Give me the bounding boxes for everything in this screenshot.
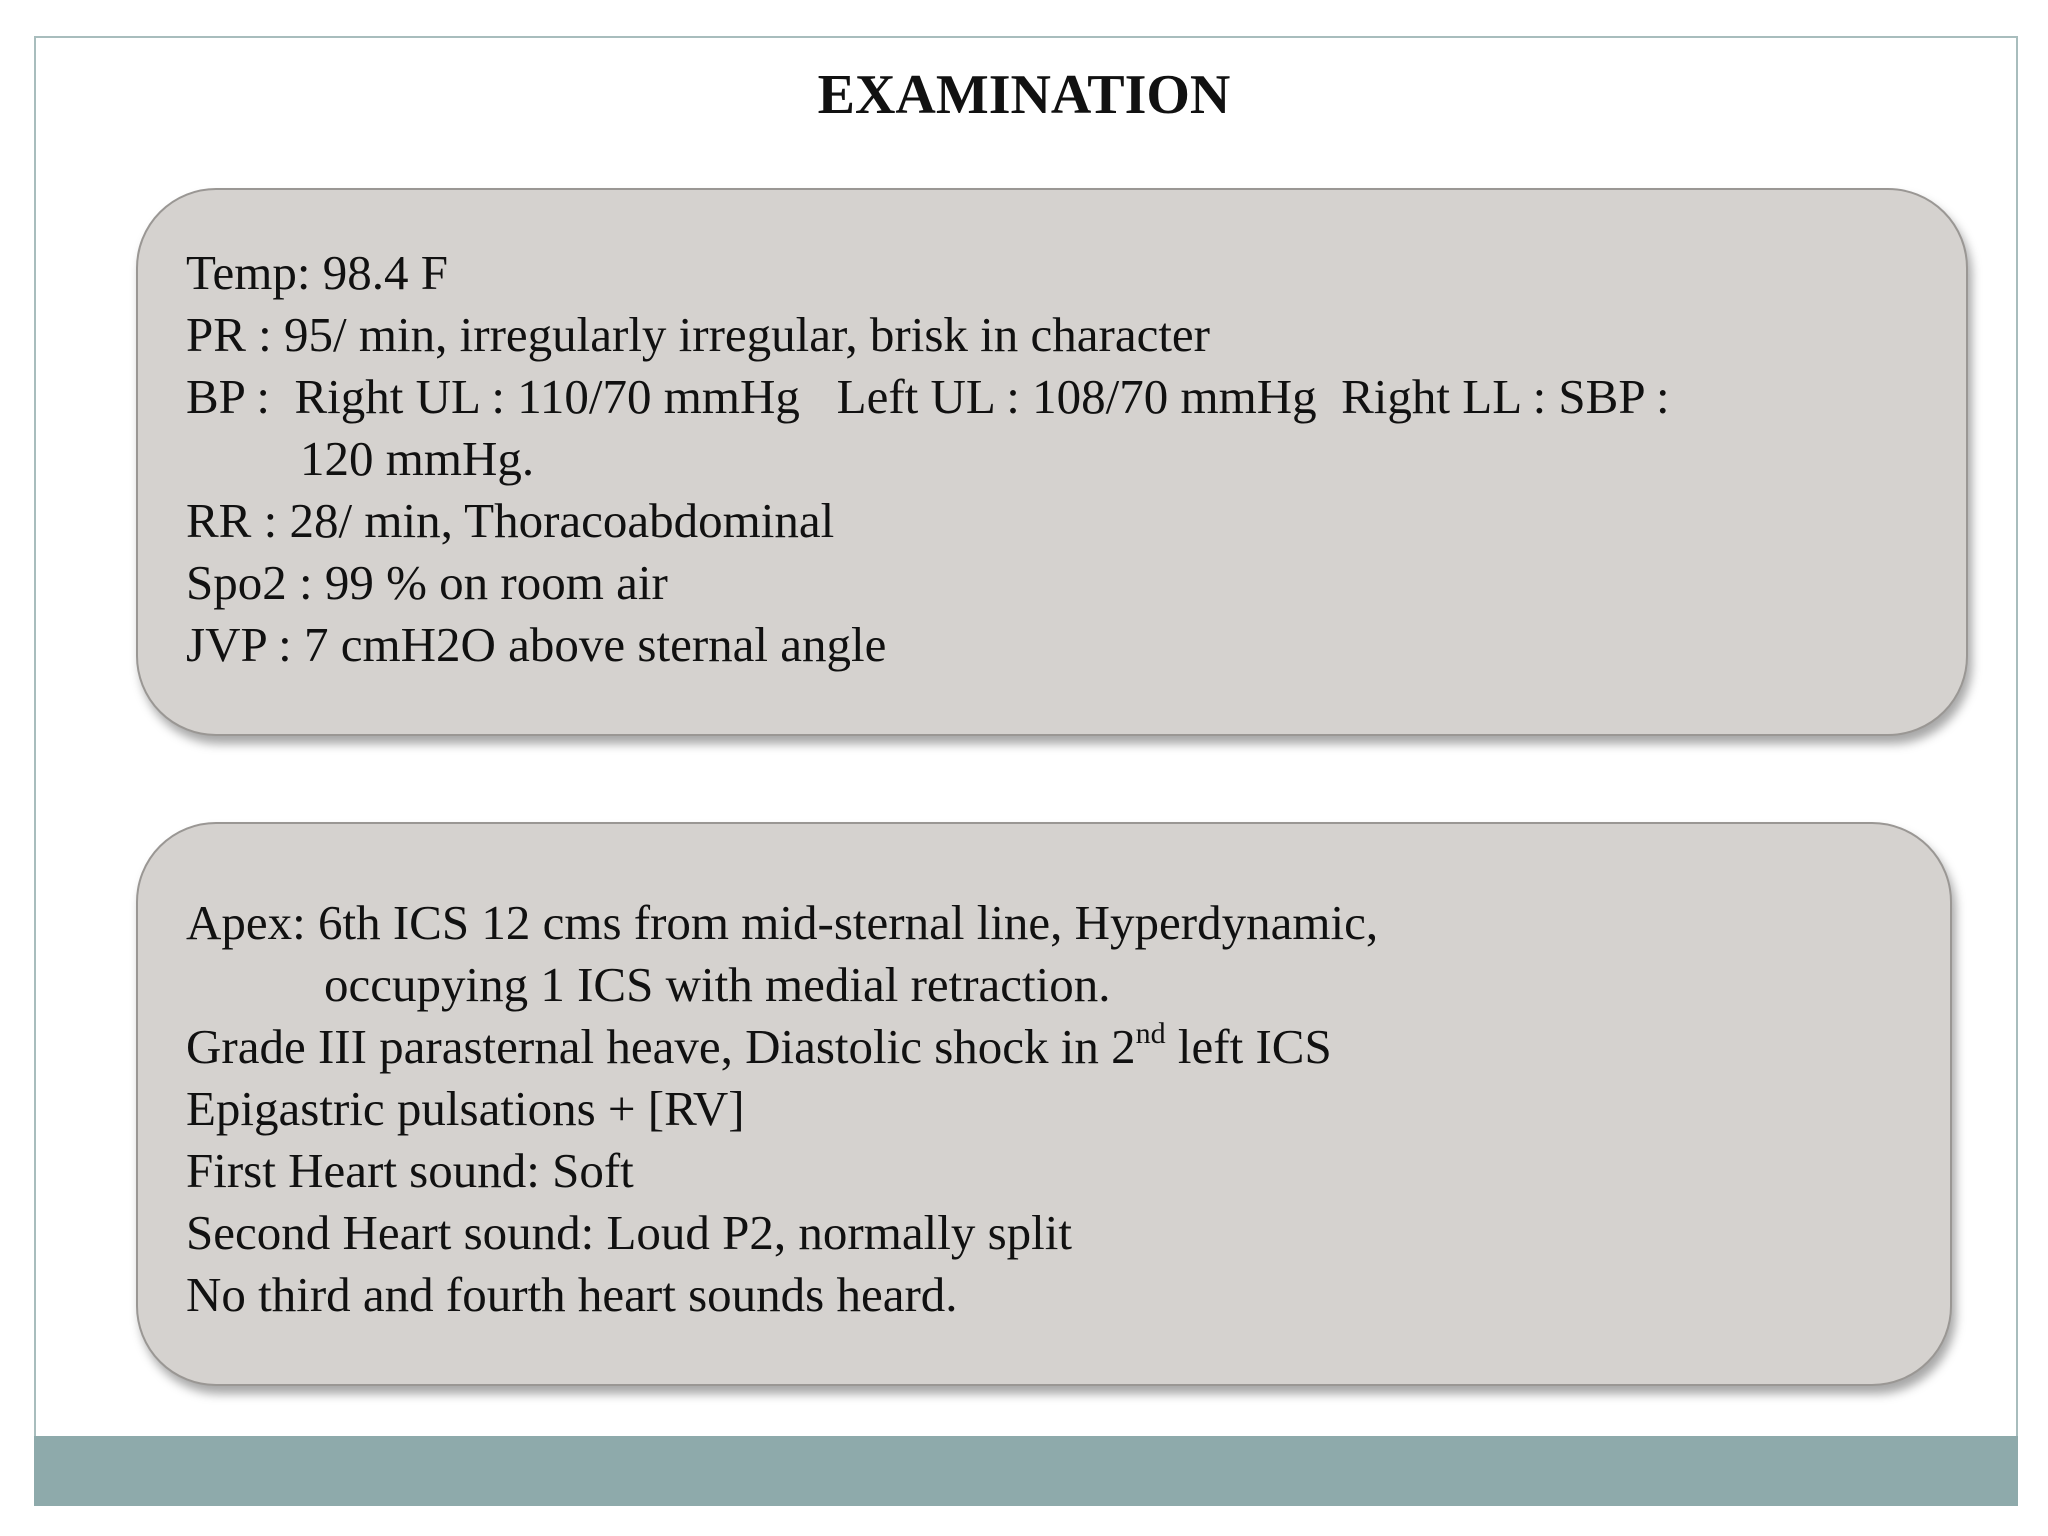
blood-pressure-continuation: 120 mmHg. [300, 431, 535, 486]
heave-text-end: left ICS [1165, 1019, 1332, 1074]
second-heart-sound-line: Second Heart sound: Loud P2, normally split [186, 1205, 1072, 1260]
third-fourth-sounds-line: No third and fourth heart sounds heard. [186, 1267, 958, 1322]
heave-text: Grade III parasternal heave, Diastolic shock in 2 [186, 1019, 1136, 1074]
temp-line: Temp: 98.4 F [186, 245, 448, 300]
slide-title: EXAMINATION [817, 64, 1231, 126]
cardiac-exam-panel [136, 822, 1952, 1386]
apex-line: Apex: 6th ICS 12 cms from mid-sternal line, Hyperdynamic, [186, 895, 1379, 950]
jvp-line: JVP : 7 cmH2O above sternal angle [186, 617, 887, 672]
apex-continuation: occupying 1 ICS with medial retraction. [324, 957, 1111, 1012]
parasternal-heave-line [186, 1016, 1950, 1078]
pulse-rate-line: PR : 95/ min, irregularly irregular, brisk in character [186, 307, 1210, 362]
blood-pressure-line: BP : Right UL : 110/70 mmHg Left UL : 108/70 mmHg Right LL : SBP : [186, 369, 1670, 424]
spo2-line: Spo2 : 99 % on room air [186, 555, 668, 610]
epigastric-line: Epigastric pulsations + [RV] [186, 1081, 745, 1136]
footer-band [34, 1436, 2018, 1506]
respiratory-rate-line: RR : 28/ min, Thoracoabdominal [186, 493, 835, 548]
ordinal-suffix: nd [1135, 1017, 1166, 1050]
vitals-panel [136, 188, 1968, 736]
first-heart-sound-line: First Heart sound: Soft [186, 1143, 634, 1198]
